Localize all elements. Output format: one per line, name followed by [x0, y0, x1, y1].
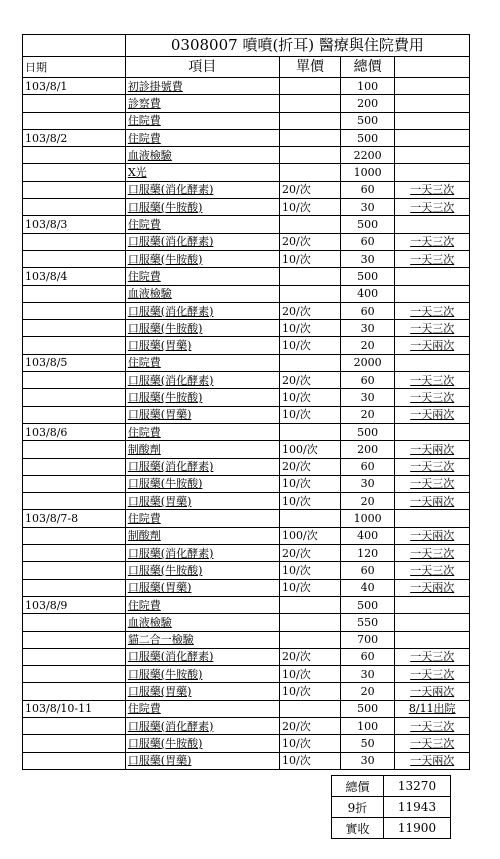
row-date: 103/8/5 — [23, 354, 126, 371]
row-unit-price: 10/次 — [280, 493, 341, 510]
header-item: 項目 — [125, 57, 279, 78]
table-row — [23, 129, 470, 146]
row-note — [395, 78, 470, 95]
row-date — [23, 458, 126, 475]
row-note — [395, 614, 470, 631]
header-note — [395, 57, 470, 78]
table-row — [23, 337, 470, 354]
row-item: 口服藥(胃藥) — [125, 406, 279, 423]
summary-row — [332, 797, 451, 818]
table-row — [23, 302, 470, 319]
row-note — [395, 631, 470, 648]
table-row — [23, 458, 470, 475]
row-item: 住院費 — [125, 596, 279, 613]
row-date — [23, 406, 126, 423]
row-total: 500 — [340, 596, 395, 613]
row-note — [395, 95, 470, 112]
row-date: 103/8/6 — [23, 423, 126, 440]
row-note: 8/11出院 — [395, 700, 470, 717]
row-unit-price: 10/次 — [280, 320, 341, 337]
row-item: 口服藥(牛胺酸) — [125, 199, 279, 216]
row-total: 30 — [340, 389, 395, 406]
row-date — [23, 112, 126, 129]
row-date — [23, 233, 126, 250]
row-total: 60 — [340, 562, 395, 579]
row-total: 20 — [340, 683, 395, 700]
row-date — [23, 441, 126, 458]
row-note — [395, 112, 470, 129]
row-item: 住院費 — [125, 268, 279, 285]
row-item: 住院費 — [125, 510, 279, 527]
row-note: 一天兩次 — [395, 406, 470, 423]
row-date — [23, 614, 126, 631]
row-note: 一天三次 — [395, 250, 470, 267]
row-note: 一天兩次 — [395, 493, 470, 510]
row-item: 口服藥(消化酵素) — [125, 181, 279, 198]
row-note: 一天三次 — [395, 372, 470, 389]
row-unit-price: 10/次 — [280, 475, 341, 492]
row-unit-price: 20/次 — [280, 181, 341, 198]
row-total: 400 — [340, 527, 395, 544]
row-item: 口服藥(消化酵素) — [125, 648, 279, 665]
row-date — [23, 95, 126, 112]
row-item: 住院費 — [125, 112, 279, 129]
row-note: 一天兩次 — [395, 441, 470, 458]
row-total: 700 — [340, 631, 395, 648]
row-unit-price — [280, 596, 341, 613]
row-note: 一天三次 — [395, 648, 470, 665]
row-date: 103/8/2 — [23, 129, 126, 146]
row-item: 住院費 — [125, 216, 279, 233]
row-item: 口服藥(牛胺酸) — [125, 735, 279, 752]
summary-table — [331, 775, 451, 839]
row-date — [23, 147, 126, 164]
row-unit-price — [280, 164, 341, 181]
row-unit-price: 20/次 — [280, 717, 341, 734]
row-total: 120 — [340, 545, 395, 562]
table-row — [23, 320, 470, 337]
row-total: 30 — [340, 475, 395, 492]
row-unit-price — [280, 354, 341, 371]
row-total: 500 — [340, 423, 395, 440]
row-unit-price: 20/次 — [280, 372, 341, 389]
row-date: 103/8/1 — [23, 78, 126, 95]
row-note — [395, 147, 470, 164]
table-row — [23, 579, 470, 596]
row-unit-price — [280, 285, 341, 302]
table-row — [23, 510, 470, 527]
table-row — [23, 216, 470, 233]
table-row — [23, 78, 470, 95]
table-row — [23, 147, 470, 164]
table-row — [23, 95, 470, 112]
row-item: 口服藥(牛胺酸) — [125, 320, 279, 337]
table-row — [23, 648, 470, 665]
row-note: 一天兩次 — [395, 752, 470, 769]
row-note: 一天三次 — [395, 458, 470, 475]
table-row — [23, 562, 470, 579]
row-total: 550 — [340, 614, 395, 631]
row-total: 40 — [340, 579, 395, 596]
row-item: 口服藥(消化酵素) — [125, 458, 279, 475]
row-date — [23, 666, 126, 683]
row-note: 一天三次 — [395, 717, 470, 734]
row-note: 一天三次 — [395, 545, 470, 562]
row-item: 血液檢驗 — [125, 147, 279, 164]
table-row — [23, 475, 470, 492]
header-date: 日期 — [23, 57, 126, 78]
row-unit-price: 10/次 — [280, 752, 341, 769]
sheet-title: 0308007 噴噴(折耳) 醫療與住院費用 — [125, 35, 469, 57]
row-item: 住院費 — [125, 129, 279, 146]
row-unit-price: 20/次 — [280, 302, 341, 319]
row-total: 20 — [340, 493, 395, 510]
row-unit-price: 10/次 — [280, 389, 341, 406]
summary-row — [332, 818, 451, 839]
row-unit-price: 10/次 — [280, 735, 341, 752]
row-total: 200 — [340, 441, 395, 458]
row-date: 103/8/7-8 — [23, 510, 126, 527]
table-row — [23, 285, 470, 302]
row-item: 口服藥(消化酵素) — [125, 302, 279, 319]
header-unit: 單價 — [280, 57, 341, 78]
row-total: 60 — [340, 648, 395, 665]
row-total: 2000 — [340, 354, 395, 371]
row-item: 診察費 — [125, 95, 279, 112]
row-date — [23, 199, 126, 216]
row-total: 100 — [340, 717, 395, 734]
title-blank-cell — [23, 35, 126, 57]
row-unit-price: 100/次 — [280, 441, 341, 458]
row-date: 103/8/4 — [23, 268, 126, 285]
row-date — [23, 250, 126, 267]
row-note — [395, 285, 470, 302]
summary-label: 總價 — [332, 776, 384, 797]
row-item: 住院費 — [125, 700, 279, 717]
table-row — [23, 493, 470, 510]
row-date — [23, 752, 126, 769]
row-note — [395, 354, 470, 371]
row-total: 200 — [340, 95, 395, 112]
row-total: 50 — [340, 735, 395, 752]
row-unit-price: 20/次 — [280, 233, 341, 250]
row-note: 一天兩次 — [395, 579, 470, 596]
row-total: 20 — [340, 337, 395, 354]
table-row — [23, 683, 470, 700]
table-row — [23, 752, 470, 769]
row-date — [23, 648, 126, 665]
row-unit-price — [280, 423, 341, 440]
row-date — [23, 164, 126, 181]
row-note: 一天三次 — [395, 666, 470, 683]
row-note: 一天三次 — [395, 320, 470, 337]
table-row — [23, 164, 470, 181]
row-total: 2200 — [340, 147, 395, 164]
table-row — [23, 700, 470, 717]
row-date — [23, 579, 126, 596]
row-date — [23, 181, 126, 198]
summary-box — [331, 775, 451, 839]
row-total: 500 — [340, 268, 395, 285]
table-row — [23, 441, 470, 458]
row-unit-price: 100/次 — [280, 527, 341, 544]
row-unit-price — [280, 614, 341, 631]
table-row — [23, 181, 470, 198]
expense-sheet — [22, 34, 470, 770]
row-note: 一天三次 — [395, 181, 470, 198]
row-item: 住院費 — [125, 423, 279, 440]
table-row — [23, 596, 470, 613]
row-note — [395, 216, 470, 233]
row-unit-price: 10/次 — [280, 579, 341, 596]
row-unit-price: 10/次 — [280, 562, 341, 579]
row-note — [395, 129, 470, 146]
row-item: 口服藥(胃藥) — [125, 579, 279, 596]
row-total: 30 — [340, 320, 395, 337]
row-item: 口服藥(牛胺酸) — [125, 475, 279, 492]
row-date — [23, 389, 126, 406]
row-unit-price — [280, 112, 341, 129]
summary-label: 9折 — [332, 797, 384, 818]
row-total: 1000 — [340, 164, 395, 181]
row-item: 口服藥(胃藥) — [125, 493, 279, 510]
row-unit-price — [280, 268, 341, 285]
header-total: 總價 — [340, 57, 395, 78]
row-item: 制酸劑 — [125, 527, 279, 544]
table-row — [23, 735, 470, 752]
row-total: 400 — [340, 285, 395, 302]
row-total: 30 — [340, 250, 395, 267]
table-row — [23, 389, 470, 406]
row-item: X光 — [125, 164, 279, 181]
table-row — [23, 250, 470, 267]
row-item: 口服藥(消化酵素) — [125, 372, 279, 389]
row-total: 500 — [340, 700, 395, 717]
row-unit-price — [280, 700, 341, 717]
table-row — [23, 372, 470, 389]
row-item: 口服藥(牛胺酸) — [125, 389, 279, 406]
row-total: 500 — [340, 216, 395, 233]
table-row — [23, 354, 470, 371]
row-note: 一天兩次 — [395, 683, 470, 700]
row-date — [23, 717, 126, 734]
row-date: 103/8/9 — [23, 596, 126, 613]
row-date — [23, 527, 126, 544]
row-unit-price — [280, 129, 341, 146]
row-item: 口服藥(牛胺酸) — [125, 250, 279, 267]
row-item: 血液檢驗 — [125, 614, 279, 631]
row-note: 一天三次 — [395, 389, 470, 406]
summary-value: 11943 — [384, 797, 451, 818]
row-item: 口服藥(胃藥) — [125, 337, 279, 354]
summary-label: 實收 — [332, 818, 384, 839]
row-note: 一天兩次 — [395, 337, 470, 354]
expense-table — [22, 34, 470, 770]
table-row — [23, 233, 470, 250]
row-unit-price: 10/次 — [280, 250, 341, 267]
row-date — [23, 337, 126, 354]
row-item: 口服藥(消化酵素) — [125, 545, 279, 562]
row-item: 口服藥(胃藥) — [125, 683, 279, 700]
table-row — [23, 423, 470, 440]
table-row — [23, 717, 470, 734]
row-unit-price — [280, 78, 341, 95]
row-note: 一天三次 — [395, 302, 470, 319]
row-note: 一天三次 — [395, 562, 470, 579]
table-row — [23, 268, 470, 285]
row-date — [23, 493, 126, 510]
row-unit-price: 20/次 — [280, 458, 341, 475]
row-unit-price: 10/次 — [280, 666, 341, 683]
row-total: 60 — [340, 233, 395, 250]
row-item: 住院費 — [125, 354, 279, 371]
row-date — [23, 320, 126, 337]
row-unit-price — [280, 147, 341, 164]
row-note — [395, 596, 470, 613]
row-item: 血液檢驗 — [125, 285, 279, 302]
row-date — [23, 372, 126, 389]
table-row — [23, 199, 470, 216]
table-row — [23, 614, 470, 631]
row-unit-price — [280, 95, 341, 112]
row-total: 60 — [340, 372, 395, 389]
title-row — [23, 35, 470, 57]
row-total: 60 — [340, 458, 395, 475]
row-note — [395, 164, 470, 181]
row-item: 制酸劑 — [125, 441, 279, 458]
row-date — [23, 545, 126, 562]
row-item: 口服藥(牛胺酸) — [125, 666, 279, 683]
row-note — [395, 423, 470, 440]
row-item: 貓二合一檢驗 — [125, 631, 279, 648]
row-note: 一天三次 — [395, 199, 470, 216]
table-row — [23, 631, 470, 648]
row-total: 30 — [340, 666, 395, 683]
row-unit-price: 10/次 — [280, 406, 341, 423]
summary-value: 11900 — [384, 818, 451, 839]
row-date — [23, 735, 126, 752]
row-date — [23, 631, 126, 648]
row-note: 一天兩次 — [395, 527, 470, 544]
row-total: 500 — [340, 129, 395, 146]
row-date — [23, 285, 126, 302]
row-total: 60 — [340, 302, 395, 319]
row-date — [23, 683, 126, 700]
row-total: 60 — [340, 181, 395, 198]
row-unit-price — [280, 510, 341, 527]
row-note: 一天三次 — [395, 475, 470, 492]
row-date — [23, 562, 126, 579]
row-note: 一天三次 — [395, 735, 470, 752]
row-unit-price — [280, 631, 341, 648]
table-row — [23, 406, 470, 423]
table-row — [23, 545, 470, 562]
row-item: 口服藥(胃藥) — [125, 752, 279, 769]
header-row — [23, 57, 470, 78]
row-total: 20 — [340, 406, 395, 423]
row-unit-price — [280, 216, 341, 233]
row-total: 30 — [340, 752, 395, 769]
summary-row — [332, 776, 451, 797]
row-date — [23, 302, 126, 319]
row-item: 初診掛號費 — [125, 78, 279, 95]
row-note — [395, 268, 470, 285]
row-item: 口服藥(消化酵素) — [125, 233, 279, 250]
row-date: 103/8/10-11 — [23, 700, 126, 717]
row-unit-price: 10/次 — [280, 337, 341, 354]
row-total: 500 — [340, 112, 395, 129]
row-unit-price: 10/次 — [280, 199, 341, 216]
row-total: 30 — [340, 199, 395, 216]
row-unit-price: 20/次 — [280, 648, 341, 665]
row-date: 103/8/3 — [23, 216, 126, 233]
row-total: 100 — [340, 78, 395, 95]
row-note — [395, 510, 470, 527]
table-row — [23, 527, 470, 544]
row-date — [23, 475, 126, 492]
row-note: 一天三次 — [395, 233, 470, 250]
row-item: 口服藥(消化酵素) — [125, 717, 279, 734]
summary-value: 13270 — [384, 776, 451, 797]
table-row — [23, 666, 470, 683]
row-unit-price: 10/次 — [280, 683, 341, 700]
table-row — [23, 112, 470, 129]
row-total: 1000 — [340, 510, 395, 527]
row-unit-price: 20/次 — [280, 545, 341, 562]
row-item: 口服藥(牛胺酸) — [125, 562, 279, 579]
